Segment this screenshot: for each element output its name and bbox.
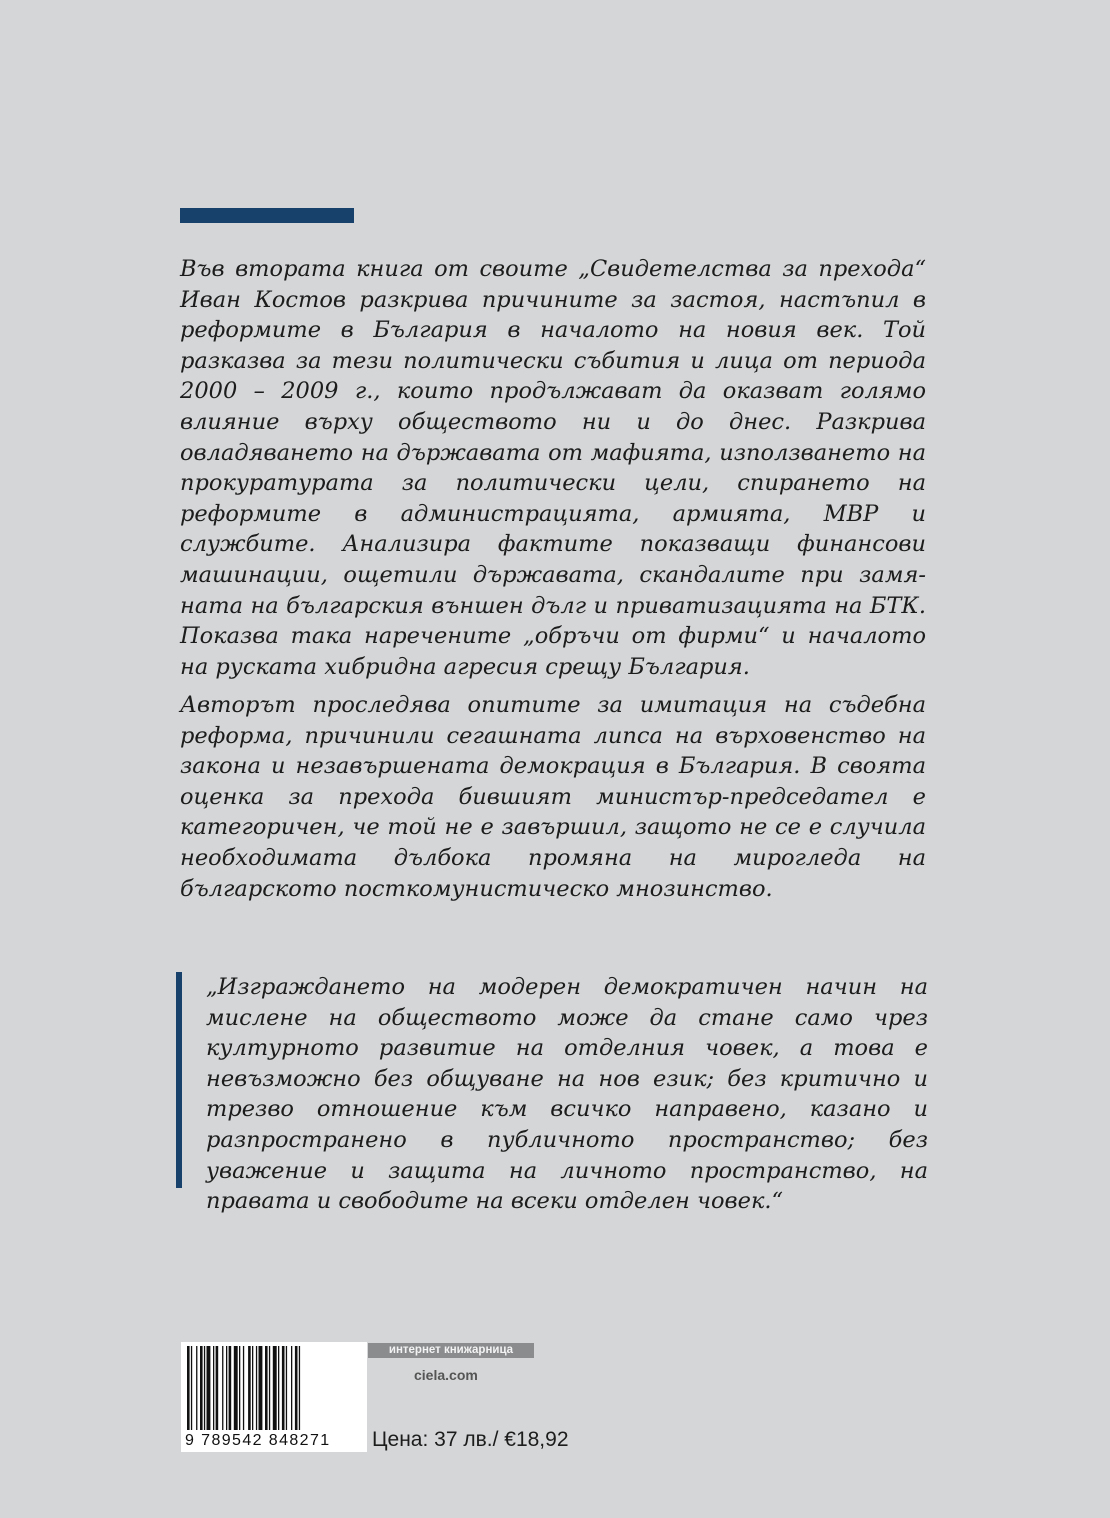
barcode-digits: 9 789542 848271 xyxy=(185,1432,331,1449)
accent-bar xyxy=(180,208,354,223)
online-bookstore-tag: интернет книжарница xyxy=(368,1343,534,1358)
quote-text: „Изграждането на модерен демократичен начин на мислене на обществото може да стане само чрез културното развитие на отделния човек, а това е невъзможно без общуване на нов език; без критично и трезво отношение към всичко направено, казано и разпространено в публичното пространство; без уважение и защита на личното пространство, на правата и свободите на всеки отделен човек.“ xyxy=(206,974,928,1215)
publisher-site: ciela.com xyxy=(414,1367,478,1383)
description-paragraph-2: Авторът проследява опитите за имитация на съдебна реформа, причинили сегашната липса на върховенство на закона и незавършената демокрация в България. В своята оценка за прехода бившият министър-председател е категоричен, че той не е завършил, защото не се е случила необходимата дълбока промяна на мирогледа на българското посткомунистическо мнозинство. xyxy=(180,692,926,902)
author-quote xyxy=(176,972,928,1215)
quote-rule xyxy=(176,972,182,1188)
barcode-bars xyxy=(187,1346,363,1430)
isbn-barcode xyxy=(181,1342,367,1452)
price-label: Цена: 37 лв./ €18,92 xyxy=(372,1428,569,1451)
description-paragraph-1: Във втората книга от своите „Свидетелства за прехода“ Иван Костов разкрива причините за застоя, настъпил в реформите в България в началото на новия век. Той разказва за тези политически събития и лица от периода 2000 – 2009 г., които продължават да оказват голямо влияние върху обществото ни и до днес. Разкрива овладяването на държавата от мафията, използването на прокуратурата за политически цели, спирането на реформите в администрацията, армията, МВР и службите. Анализира фактите показващи финансови машинации, ощетили държавата, скандалите при замяната на българския външен дълг и приватизацията на БТК. Показва така наречените „обръчи от фирми“ и началото на руската хибридна агресия срещу България. xyxy=(180,256,926,680)
